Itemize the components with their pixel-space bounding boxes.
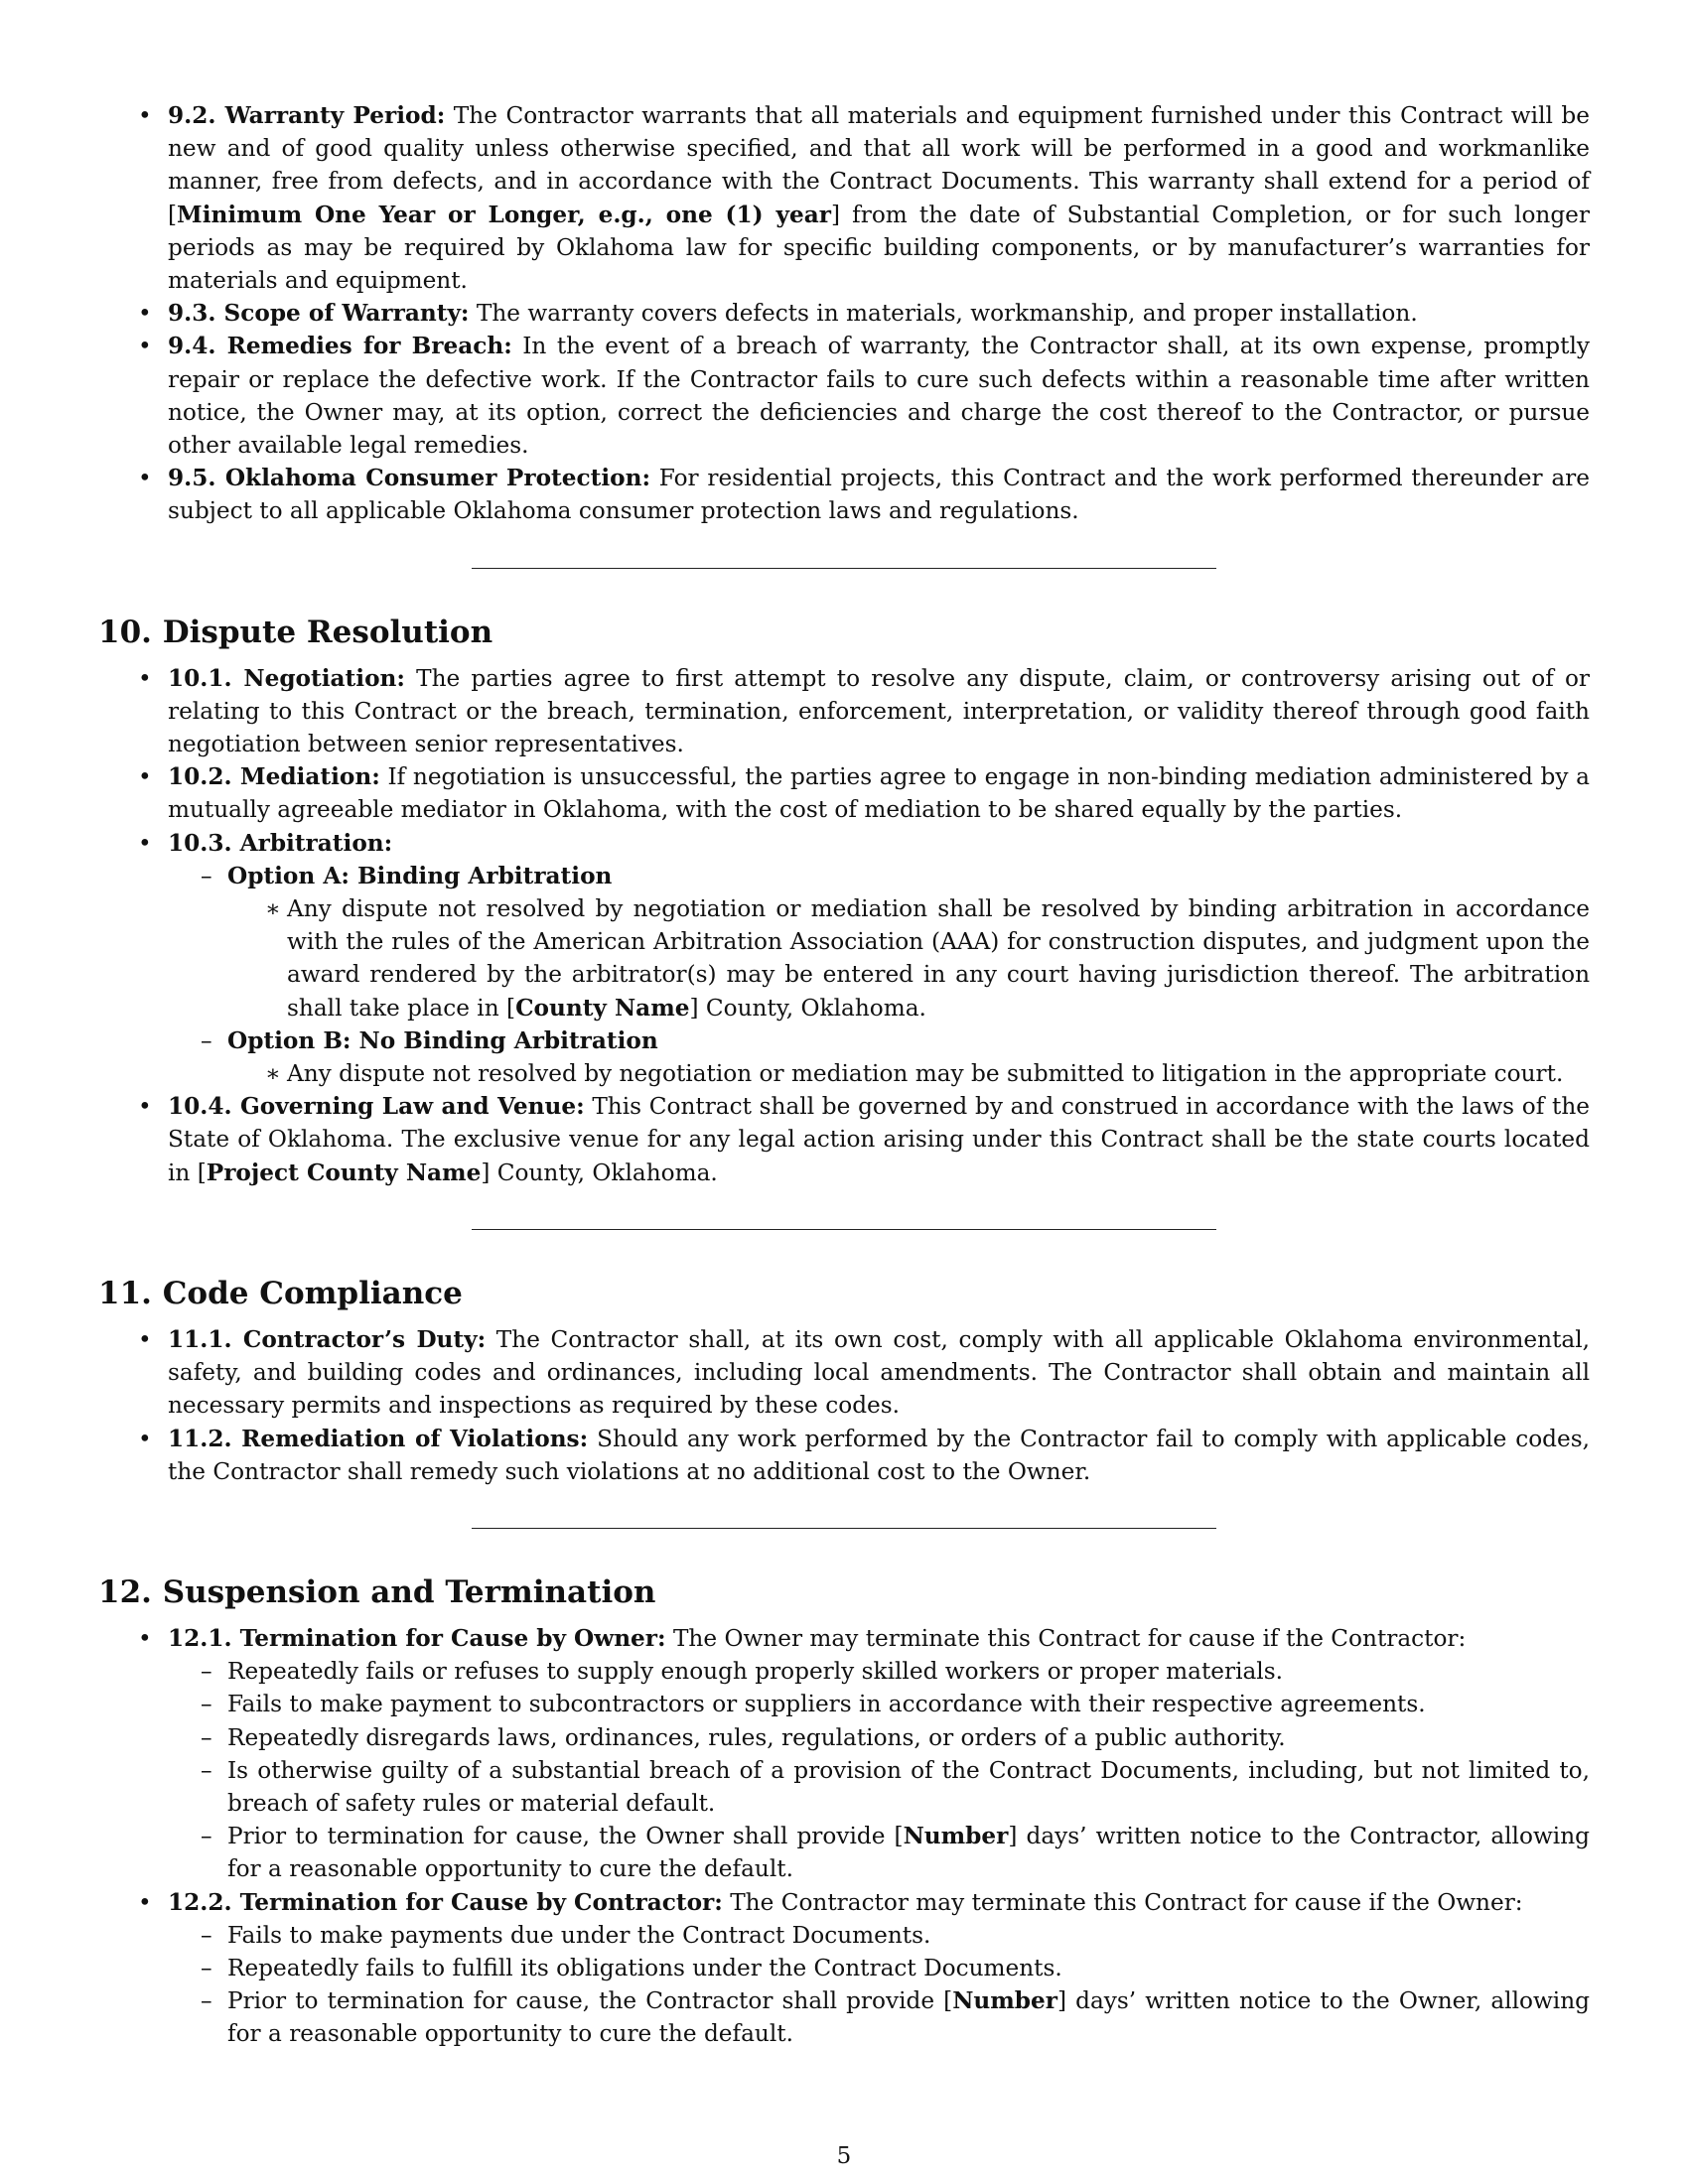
clause-text: Any dispute not resolved by negotiation or mediation may be submitted to litigation in the appropriate court.	[287, 1060, 1564, 1088]
clause-label: 9.3. Scope of Warranty:	[168, 300, 470, 328]
placeholder-field: Project County Name	[206, 1159, 482, 1186]
clause-11-1	[98, 1323, 1590, 1423]
option-b-text	[227, 1057, 1590, 1090]
clause-10-1	[98, 662, 1590, 761]
placeholder-field: Minimum One Year or Longer, e.g., one (1) year	[177, 201, 831, 228]
placeholder-field: Number	[903, 1823, 1009, 1850]
option-label: Option A: Binding Arbitration	[227, 862, 613, 889]
page-number: 5	[836, 2143, 852, 2169]
clause-text: The parties agree to first attempt to resolve any dispute, claim, or controversy arising out of or relating to this Contract or the breach, termination, enforcement, interpretation, or validity thereof through good faith negotiation between senior representatives.	[168, 664, 1590, 758]
clause-label: 9.4. Remedies for Breach:	[168, 333, 512, 360]
clause-label: 12.2. Termination for Cause by Contractor:	[168, 1888, 723, 1916]
section-heading-12: 12. Suspension and Termination	[98, 1573, 656, 1610]
clause-text: Should any work performed by the Contractor fail to comply with applicable codes, the Contractor shall remedy such violations at no additional cost to the Owner.	[168, 1425, 1590, 1485]
clause-label: 9.5. Oklahoma Consumer Protection:	[168, 465, 651, 492]
clause-text: Any dispute not resolved by negotiation or mediation shall be resolved by binding arbitration in accordance with the rules of the American Arbitration Association (AAA) for construction disputes, and judgment upon the award rendered by the arbitrator(s) may be entered in any court having jurisdiction thereof. The arbitration shall take place in [	[287, 895, 1590, 1022]
section-11-list	[98, 1323, 1590, 1488]
clause-text: ] from the date of Substantial Completion, or for such longer periods as may be required by Oklahoma law for specific building components, or by manufacturer’s warranties for materials and equipment.	[168, 201, 1590, 295]
notice-item	[168, 1984, 1590, 2050]
condition-item: – Repeatedly fails or refuses to supply enough properly skilled workers or proper materials.	[168, 1655, 1590, 1688]
clause-text: If negotiation is unsuccessful, the parties agree to engage in non-binding mediation administered by a mutually agreeable mediator in Oklahoma, with the cost of mediation to be shared equally by the parties.	[168, 763, 1590, 824]
contractor-termination-conditions	[168, 1919, 1590, 2051]
section-12-list	[98, 1622, 1590, 2051]
clause-10-2	[98, 760, 1590, 826]
option-label: Option B: No Binding Arbitration	[227, 1026, 658, 1054]
clause-10-3	[98, 827, 1590, 1091]
placeholder-field: County Name	[515, 994, 690, 1022]
clause-text: In the event of a breach of warranty, the Contractor shall, at its own expense, promptly repair or replace the defective work. If the Contractor fails to cure such defects within a reasonable time after written notice, the Owner may, at its option, correct the deficiencies and charge the cost thereof to the Contractor, or pursue other available legal remedies.	[168, 333, 1590, 460]
clause-text: The warranty covers defects in materials, workmanship, and proper installation.	[469, 300, 1418, 328]
option-a-details	[227, 892, 1590, 1024]
clause-text: ] days’ written notice to the Contractor, allowing for a reasonable opportunity to cure the default.	[227, 1823, 1590, 1883]
clause-label: 10.1. Negotiation:	[168, 664, 405, 692]
condition-item: – Fails to make payment to subcontractors or suppliers in accordance with their respective agreements.	[168, 1688, 1590, 1720]
clause-12-1	[98, 1622, 1590, 1886]
clause-9-3	[98, 297, 1590, 330]
notice-item	[168, 1820, 1590, 1885]
owner-termination-conditions	[168, 1655, 1590, 1885]
clause-label: 10.2. Mediation:	[168, 763, 380, 791]
option-b-details	[227, 1057, 1590, 1090]
clause-text: ] days’ written notice to the Owner, allowing for a reasonable opportunity to cure the default.	[227, 1987, 1590, 2048]
clause-text: This Contract shall be governed by and construed in accordance with the laws of the State of Oklahoma. The exclusive venue for any legal action arising under this Contract shall be the state courts located in [	[168, 1093, 1590, 1186]
option-a-text	[227, 892, 1590, 1024]
clause-text: The Owner may terminate this Contract for cause if the Contractor:	[665, 1624, 1467, 1652]
clause-9-4	[98, 330, 1590, 462]
clause-label: 9.2. Warranty Period:	[168, 102, 446, 129]
arbitration-options	[168, 860, 1590, 1090]
clause-9-5	[98, 462, 1590, 527]
clause-label: 10.3. Arbitration:	[168, 829, 393, 857]
section-divider	[472, 1229, 1216, 1230]
clause-11-2	[98, 1423, 1590, 1488]
condition-item: – Repeatedly fails to fulfill its obligations under the Contract Documents.	[168, 1952, 1590, 1984]
clause-text: The Contractor warrants that all materials and equipment furnished under this Contract will be new and of good quality unless otherwise specified, and that all work will be performed in a good and workmanlike manner, free from defects, and in accordance with the Contract Documents. This warranty shall extend for a period of [	[168, 102, 1590, 228]
clause-10-4	[98, 1090, 1590, 1189]
clause-text: Prior to termination for cause, the Owner shall provide [	[227, 1823, 904, 1850]
clause-label: 11.1. Contractor’s Duty:	[168, 1325, 487, 1353]
section-divider	[472, 1528, 1216, 1529]
option-a	[168, 860, 1590, 1024]
condition-item: – Repeatedly disregards laws, ordinances, rules, regulations, or orders of a public authority.	[168, 1721, 1590, 1754]
clause-9-2	[98, 99, 1590, 297]
clause-label: 10.4. Governing Law and Venue:	[168, 1093, 585, 1121]
section-10-list	[98, 662, 1590, 1189]
section-9-list	[98, 99, 1590, 528]
clause-label: 12.1. Termination for Cause by Owner:	[168, 1624, 666, 1652]
section-heading-11: 11. Code Compliance	[98, 1275, 463, 1311]
section-divider	[472, 568, 1216, 569]
clause-text: Prior to termination for cause, the Contractor shall provide [	[227, 1987, 953, 2015]
clause-label: 11.2. Remediation of Violations:	[168, 1425, 589, 1452]
condition-item: – Fails to make payments due under the Contract Documents.	[168, 1919, 1590, 1952]
condition-item: – Is otherwise guilty of a substantial breach of a provision of the Contract Documents, including, but not limited to, breach of safety rules or material default.	[168, 1754, 1590, 1820]
clause-text: For residential projects, this Contract and the work performed thereunder are subject to all applicable Oklahoma consumer protection laws and regulations.	[168, 465, 1590, 525]
clause-text: ] County, Oklahoma.	[689, 994, 926, 1022]
clause-text: The Contractor may terminate this Contract for cause if the Owner:	[722, 1888, 1523, 1916]
option-b	[168, 1024, 1590, 1090]
clause-text: ] County, Oklahoma.	[481, 1159, 718, 1186]
clause-text: The Contractor shall, at its own cost, comply with all applicable Oklahoma environmental, safety, and building codes and ordinances, including local amendments. The Contractor shall obtain and maintain all necessary permits and inspections as required by these codes.	[168, 1325, 1590, 1420]
placeholder-field: Number	[952, 1987, 1057, 2015]
clause-12-2	[98, 1886, 1590, 2051]
section-heading-10: 10. Dispute Resolution	[98, 614, 493, 650]
page-content	[98, 99, 1590, 2051]
